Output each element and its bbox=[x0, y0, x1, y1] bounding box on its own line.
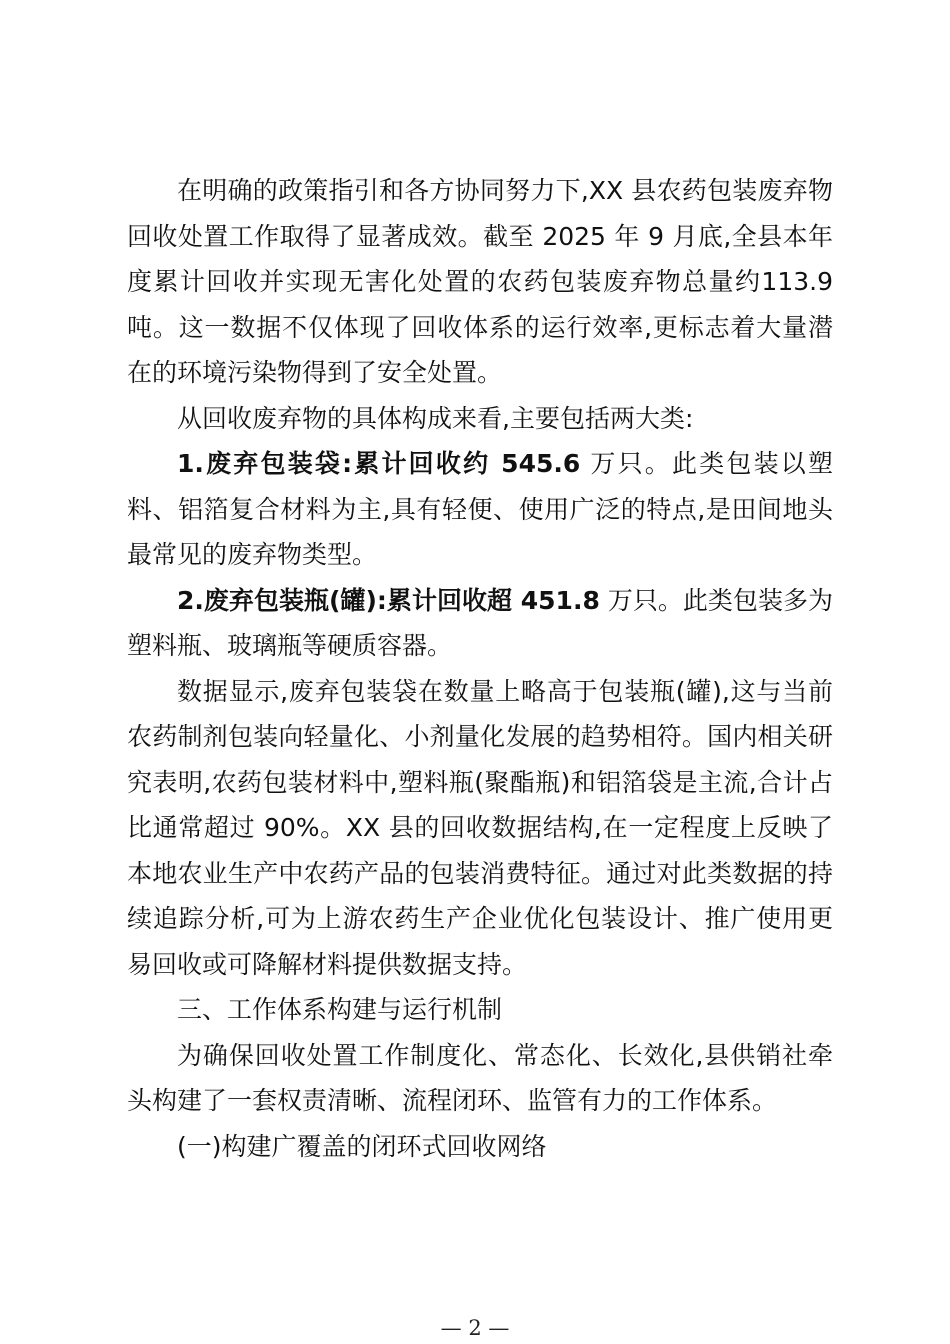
document-body bbox=[127, 168, 833, 1169]
subsection-heading: (一)构建广覆盖的闭环式回收网络 bbox=[177, 1131, 547, 1161]
bottle-item-paragraph bbox=[127, 578, 833, 669]
bottle-item-heading: 2.废弃包装瓶(罐):累计回收超 451.8 bbox=[177, 585, 600, 615]
analysis-paragraph: 数据显示,废弃包装袋在数量上略高于包装瓶(罐),这与当前农药制剂包装向轻量化、小剂量化发展的趋势相符。国内相关研究表明,农药包装材料中,塑料瓶(聚酯瓶)和铝箔袋是主流,合计占比通常超过 90%。XX 县的回收数据结构,在一定程度上反映了本地农业生产中农药产品的包装消费特征。通过对此类数据的持续追踪分析,可为上游农药生产企业优化包装设计、推广使用更易回收或可降解材料提供数据支持。 bbox=[127, 676, 833, 979]
page-number: — 2 — bbox=[440, 1316, 510, 1340]
bag-item-text: 万只。此类包装以塑料、铝箔复合材料为主,具有轻便、使用广泛的特点,是田间地头最常见的废弃物类型。 bbox=[127, 449, 834, 569]
bag-item-heading: 1.废弃包装袋:累计回收约 545.6 bbox=[177, 449, 581, 478]
section-intro-paragraph: 为确保回收处置工作制度化、常态化、长效化,县供销社牵头构建了一套权责清晰、流程闭环、监管有力的工作体系。 bbox=[127, 1040, 833, 1115]
results-paragraph: 在明确的政策指引和各方协同努力下,XX 县农药包装废弃物回收处置工作取得了显著成效。截至 2025 年 9 月底,全县本年度累计回收并实现无害化处置的农药包装废弃物总量约113.9 吨。这一数据不仅体现了回收体系的运行效率,更标志着大量潜在的环境污染物得到了安全处置。 bbox=[127, 176, 833, 387]
bag-item-paragraph bbox=[127, 441, 833, 578]
bottle-item-text: 万只。此类包装多为塑料瓶、玻璃瓶等硬质容器。 bbox=[127, 585, 834, 660]
composition-intro-paragraph: 从回收废弃物的具体构成来看,主要包括两大类: bbox=[177, 403, 694, 433]
section-heading: 三、工作体系构建与运行机制 bbox=[177, 995, 503, 1024]
